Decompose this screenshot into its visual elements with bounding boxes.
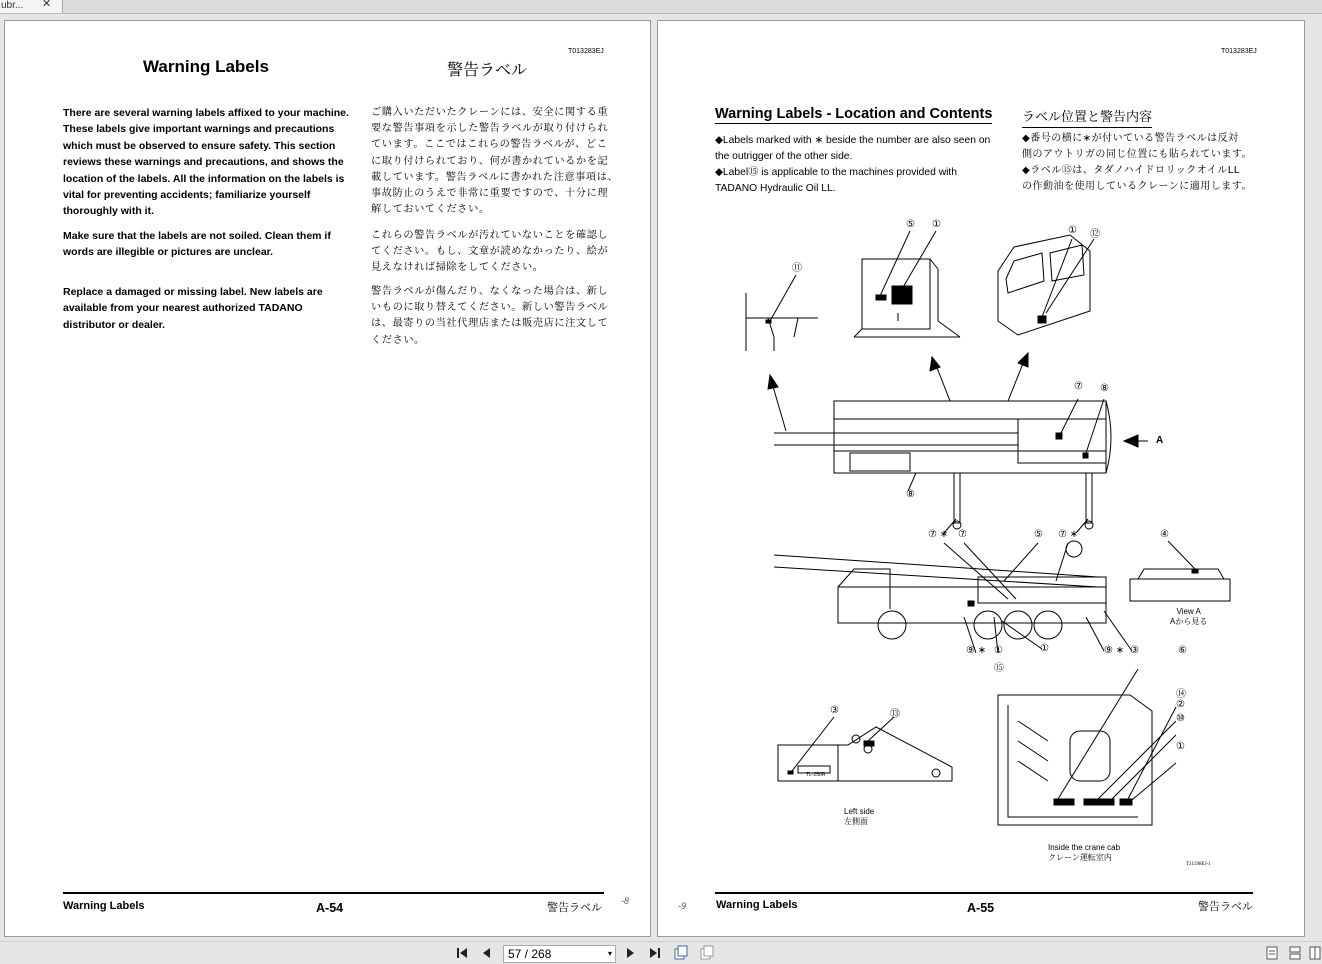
doc-code: T013283EJ (1221, 48, 1257, 55)
text-line: 警告ラベルが傷んだり、なくなった場合は、新し (371, 286, 609, 297)
footer-section: Warning Labels (63, 900, 145, 912)
text-line: ◆番号の横に∗が付いている警告ラベルは反対 (1022, 133, 1239, 144)
callout: ① (1068, 225, 1077, 236)
navigation-toolbar (0, 941, 1322, 964)
footer-section: Warning Labels (716, 899, 798, 911)
tl-plate: TL-250R (806, 772, 826, 778)
crane-top-view (774, 399, 1111, 533)
text-line: は、最寄りの当社代理店または販売店に注文して (371, 318, 609, 330)
cab-caption (1048, 843, 1120, 863)
compare-pages-button[interactable] (699, 945, 715, 961)
text-line: reviews these warnings and precautions, and shows the (63, 156, 344, 169)
caption-line: Aから見る (1170, 617, 1208, 626)
page-copy-icon (673, 945, 689, 961)
text-line: which must be observed to ensure safety. This section (63, 139, 336, 152)
callout: ⑨ ∗ (1104, 645, 1125, 656)
callout: ⑭ (1176, 689, 1186, 700)
text-line: the outrigger of the other side. (715, 151, 853, 162)
callout: ① (1176, 741, 1185, 752)
callout: ⑤ (1034, 529, 1043, 540)
callout: ⑦ (1074, 381, 1083, 392)
callout: ③ (830, 705, 839, 716)
callout: ⑧ (1100, 383, 1109, 394)
text-line: vital for preventing accidents; familiarize yourself (63, 189, 311, 202)
text-line: これらの警告ラベルが汚れていないことを確認し (371, 230, 609, 241)
callout: ⑦ ∗ (928, 529, 949, 540)
text-line: 見えなければ掃除をしてください。 (371, 262, 544, 274)
page-a55 (657, 20, 1305, 937)
triangle-right-icon (624, 947, 636, 959)
caption-line: Inside the crane cab (1048, 843, 1121, 852)
callout: ⑦ ∗ (1058, 529, 1079, 540)
paragraph-jp-2 (371, 228, 608, 277)
text-line: There are several warning labels affixed to your machine. (63, 107, 349, 119)
page-title-jp: 警告ラベル (447, 60, 528, 79)
last-page-button[interactable] (647, 945, 663, 961)
tab-bar (0, 0, 1322, 14)
text-line: Replace a damaged or missing label. New labels are (63, 286, 323, 298)
callout: ⑦ (958, 529, 967, 540)
text-line: location of the labels. All the information on the labels is (63, 172, 345, 185)
view-a-detail (1130, 541, 1230, 601)
single-page-icon (1266, 946, 1278, 960)
paragraph-jp-1 (371, 105, 618, 218)
view-a-caption (1170, 607, 1207, 627)
skip-forward-icon (648, 947, 662, 959)
text-line: ください。 (371, 334, 425, 346)
page-a54 (4, 20, 651, 937)
text-line: words are illegible or pictures are unclear. (63, 246, 274, 259)
label-location-figure (658, 21, 1306, 938)
text-line: ◆Label⑮ is applicable to the machines provided with (715, 167, 958, 178)
left-side-caption (844, 807, 874, 827)
paragraph-en-1 (63, 105, 349, 220)
caption-line: View A (1176, 607, 1201, 616)
handwritten-mark: -8 (621, 896, 630, 906)
text-line: Make sure that the labels are not soiled. Clean them if (63, 230, 331, 242)
text-line: 要な警告事項を示した警告ラベルが取り付けられ (371, 123, 609, 135)
paragraph-jp-3 (371, 284, 608, 349)
section-title-en: Warning Labels - Location and Contents (715, 106, 993, 122)
skip-back-icon (456, 947, 470, 959)
console-detail (854, 231, 960, 337)
footer-section-jp: 警告ラベル (1198, 900, 1253, 913)
first-page-button[interactable] (455, 945, 471, 961)
footer-section-jp: 警告ラベル (547, 901, 602, 914)
single-page-view-button[interactable] (1264, 945, 1280, 961)
text-line: 側のアウトリガの同じ位置にも貼られています。 (1022, 149, 1253, 160)
left-side-detail (778, 717, 952, 781)
rotate-page-button[interactable] (673, 945, 689, 961)
document-viewer[interactable] (0, 14, 1322, 941)
figure-code: T21598EJ-1 (1186, 862, 1211, 867)
text-line: ご購入いただいたクレーンには、安全に関する重 (371, 107, 609, 118)
caption-line: クレーン運転室内 (1048, 853, 1112, 862)
text-line: 事故防止のうえで非常に重要ですので、十分に理 (371, 188, 609, 200)
text-line: thoroughly with it. (63, 205, 154, 218)
chevron-down-icon[interactable]: ▾ (607, 949, 612, 958)
text-line: 載しています。警告ラベルに書かれた注意事項は、 (371, 171, 619, 183)
scroll-pages-icon (1289, 946, 1301, 960)
triangle-left-icon (481, 947, 493, 959)
callout: ⑫ (1090, 229, 1100, 240)
boom-tip-detail (746, 275, 818, 351)
pages-icon (699, 945, 715, 961)
document-tab[interactable] (0, 0, 63, 13)
text-line: に取り付けられており、何が書かれているかを記 (371, 155, 609, 167)
callout: ⑩ (1176, 713, 1185, 724)
two-page-icon (1309, 946, 1321, 960)
text-line: available from your nearest authorized TADANO (63, 302, 303, 315)
crane-side-view (774, 541, 1132, 653)
close-icon[interactable]: ✕ (42, 0, 52, 10)
callout: ⑪ (792, 263, 802, 274)
text-line: ◆ラベル⑮は、タダノハイドロリックオイルLL (1022, 165, 1240, 176)
callout: ⑥ (1178, 645, 1187, 656)
page-title-en: Warning Labels (143, 57, 269, 76)
text-line: てください。もし、文章が読めなかったり、絵が (371, 246, 609, 258)
tab-title: ubr... (1, 0, 24, 11)
text-line: These labels give important warnings and precautions (63, 123, 335, 136)
text-line: distributor or dealer. (63, 318, 166, 331)
text-line: いものに取り替えてください。新しい警告ラベル (371, 302, 609, 314)
callout: ④ (1160, 529, 1169, 540)
footer-rule (63, 892, 604, 894)
previous-page-button[interactable] (479, 945, 495, 961)
callout: ⑤ (906, 219, 915, 230)
caption-line: Left side (844, 807, 875, 816)
callout: ③ (1130, 645, 1139, 656)
callout: ② (1176, 699, 1185, 710)
page-number: A-54 (316, 901, 344, 915)
view-a-marker: A (1156, 435, 1164, 446)
page-number: A-55 (967, 901, 995, 915)
text-line: ています。ここではこれらの警告ラベルが、どこ (371, 139, 608, 151)
callout: ⑬ (890, 709, 900, 720)
section-title-jp: ラベル位置と警告内容 (1022, 106, 1152, 128)
cab-interior-detail (998, 669, 1176, 825)
caption-line: 左側面 (844, 817, 868, 826)
paragraph-en-2 (63, 228, 331, 261)
doc-code: T013283EJ (568, 48, 604, 55)
text-line: 解しておいてください。 (371, 204, 490, 216)
two-page-view-button[interactable] (1307, 945, 1322, 961)
cab-detail (998, 235, 1094, 335)
text-line: の作動油を使用しているクレーンに適用します。 (1022, 181, 1252, 192)
callout: ⑨ ∗ (966, 645, 987, 656)
page-number-field[interactable] (503, 945, 616, 963)
handwritten-mark: -9 (678, 901, 687, 911)
paragraph-en-3 (63, 284, 323, 333)
callout: ① (994, 645, 1003, 656)
callout: ⑧ (906, 489, 915, 500)
page-indicator: 57 / 268 (508, 947, 552, 961)
callout: ① (1040, 643, 1049, 654)
text-line: ◆Labels marked with ∗ beside the number are also seen on (715, 135, 991, 146)
next-page-button[interactable] (622, 945, 638, 961)
callout: ⑮ (994, 663, 1004, 674)
text-line: TADANO Hydraulic Oil LL. (715, 183, 836, 194)
footer-rule (715, 892, 1253, 894)
callout: ① (932, 219, 941, 230)
continuous-view-button[interactable] (1287, 945, 1303, 961)
